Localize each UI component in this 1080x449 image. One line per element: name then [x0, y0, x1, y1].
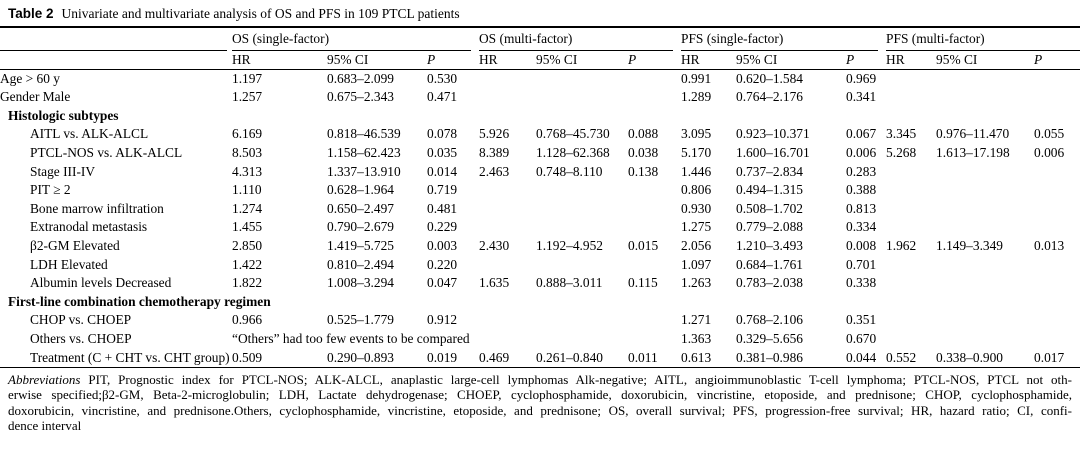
label-subheader: [0, 51, 232, 70]
p-cell: 0.471: [427, 89, 458, 105]
hr-cell: 0.469: [479, 349, 536, 368]
p-cell: [427, 107, 479, 126]
ci-cell: 0.628–1.964: [327, 182, 394, 198]
ci-cell: 0.783–2.038: [736, 275, 803, 291]
hr-cell: 1.271: [681, 312, 712, 328]
row-label: PTCL-NOS vs. ALK-ALCL: [30, 144, 183, 160]
ci-cell: [536, 218, 628, 237]
p-cell: 0.138: [628, 163, 659, 179]
ci-cell: 0.338–0.900: [936, 349, 1034, 368]
ci-cell: [327, 293, 427, 312]
p-cell: [628, 181, 681, 200]
hr-cell: [886, 88, 936, 107]
ci-cell: [936, 311, 1034, 330]
p-cell: [628, 330, 681, 349]
table-caption: [0, 0, 1080, 26]
ci-cell: [536, 107, 628, 126]
os-single-hr-header: HR: [232, 51, 327, 70]
label-column-header: [0, 27, 232, 51]
footnote-line-2: erwise specified;β2-GM, Beta-2-microglobulin; LDH, Lactate dehydrogenase; CHOEP, cyclophosphamide, doxorubicin, vincristine, etoposide, and prednisone; CHOP, cyclophosphamide,: [8, 387, 1072, 403]
hr-cell: 2.850: [232, 237, 263, 253]
p-cell: [628, 200, 681, 219]
p-cell: 0.719: [427, 182, 458, 198]
ci-cell: 0.381–0.986: [736, 349, 846, 368]
hr-cell: 5.268: [886, 144, 917, 160]
ci-cell: [936, 293, 1034, 312]
hr-cell: 0.991: [681, 70, 712, 86]
table-row: [0, 69, 1080, 88]
ci-cell: [736, 107, 846, 126]
hr-cell: 2.056: [681, 237, 712, 253]
ci-cell: 0.818–46.539: [327, 126, 401, 142]
hr-cell: [479, 200, 536, 219]
p-cell: [846, 107, 886, 126]
ci-cell: [536, 88, 628, 107]
hr-cell: 0.613: [681, 349, 736, 368]
p-cell: 0.220: [427, 256, 458, 272]
ci-cell: [936, 256, 1034, 275]
ci-cell: 1.192–4.952: [536, 237, 603, 253]
ci-cell: 1.600–16.701: [736, 144, 810, 160]
p-cell: 0.813: [846, 200, 877, 216]
p-cell: [628, 256, 681, 275]
ci-cell: [936, 200, 1034, 219]
ci-cell: [936, 88, 1034, 107]
ci-cell: 0.888–3.011: [536, 275, 603, 291]
p-cell: [1034, 69, 1080, 88]
table-row: [0, 330, 1080, 349]
p-cell: 0.013: [1034, 237, 1065, 253]
group-header-os-single: [232, 27, 479, 51]
row-label: Extranodal metastasis: [30, 219, 148, 235]
table-header: [0, 27, 1080, 69]
footnote-line-4: dence interval: [8, 417, 82, 433]
ci-cell: [536, 330, 628, 349]
p-cell: 0.701: [846, 256, 877, 272]
row-label: Others vs. CHOEP: [30, 330, 132, 346]
p-cell: [1034, 330, 1080, 349]
hr-cell: 1.822: [232, 275, 263, 291]
p-cell: 0.006: [846, 144, 877, 160]
hr-cell: 2.430: [479, 237, 510, 253]
group-header-os-multi: [479, 27, 681, 51]
ci-cell: 1.337–13.910: [327, 163, 401, 179]
group-header-pfs-multi: [886, 27, 1080, 51]
ci-cell: 0.508–1.702: [736, 200, 803, 216]
footnote-abbreviations-label: Abbreviations: [8, 372, 81, 388]
ci-cell: [936, 163, 1034, 182]
hr-cell: 1.110: [232, 182, 262, 198]
hr-cell: 3.095: [681, 126, 712, 142]
row-label: β2-GM Elevated: [30, 237, 120, 253]
ci-cell: 1.210–3.493: [736, 237, 803, 253]
ci-cell: 0.810–2.494: [327, 256, 394, 272]
hr-cell: [886, 200, 936, 219]
ci-cell: 0.923–10.371: [736, 126, 810, 142]
hr-cell: [886, 107, 936, 126]
table-body: [0, 69, 1080, 368]
p-cell: 0.338: [846, 275, 877, 291]
os-multi-ci-header: 95% CI: [536, 51, 628, 70]
ci-cell: 0.790–2.679: [327, 219, 394, 235]
hr-cell: [886, 256, 936, 275]
row-label: Bone marrow infiltration: [30, 200, 164, 216]
hr-cell: 8.503: [232, 144, 263, 160]
hr-cell: 1.197: [232, 70, 263, 86]
table-row: [0, 274, 1080, 293]
row-label: LDH Elevated: [30, 256, 108, 272]
p-cell: 0.670: [846, 330, 877, 346]
ci-cell: [936, 107, 1034, 126]
ci-cell: 1.008–3.294: [327, 275, 394, 291]
ci-cell: 0.525–1.779: [327, 312, 394, 328]
p-cell: 0.912: [427, 312, 458, 328]
p-cell: [1034, 256, 1080, 275]
footnote-line-1-text: PIT, Prognostic index for PTCL-NOS; ALK-ALCL, anaplastic large-cell lymphomas Alk-negative; AITL, angioimmunoblastic T-cell lymphoma; PTCL-NOS, PTCL not oth-: [80, 372, 1072, 388]
ci-cell: 0.683–2.099: [327, 70, 394, 86]
table-row: [0, 163, 1080, 182]
hr-cell: 1.422: [232, 256, 263, 272]
hr-cell: [479, 293, 536, 312]
p-cell: 0.530: [427, 70, 458, 86]
hr-cell: 1.097: [681, 256, 712, 272]
p-cell: 0.014: [427, 163, 458, 179]
ci-cell: 0.737–2.834: [736, 163, 803, 179]
hr-cell: [479, 311, 536, 330]
hr-cell: 4.313: [232, 163, 263, 179]
table-row: [0, 349, 1080, 368]
ci-cell: 0.779–2.088: [736, 219, 803, 235]
p-cell: 0.388: [846, 182, 877, 198]
p-cell: 0.019: [427, 349, 479, 368]
hr-cell: [886, 274, 936, 293]
footnote-line-1: [8, 372, 1072, 387]
row-label: Albumin levels Decreased: [30, 275, 172, 291]
hr-cell: [479, 107, 536, 126]
table-row: [0, 181, 1080, 200]
hr-cell: 1.962: [886, 237, 917, 253]
table-row: [0, 256, 1080, 275]
group-header-pfs-single: [681, 27, 886, 51]
ci-cell: [536, 293, 628, 312]
table-row: [0, 144, 1080, 163]
ci-cell: 1.419–5.725: [327, 237, 394, 253]
ci-cell: [936, 181, 1034, 200]
hr-cell: [479, 69, 536, 88]
hr-cell: 2.463: [479, 163, 510, 179]
group-header-row: [0, 27, 1080, 51]
p-cell: [1034, 181, 1080, 200]
ci-cell: 0.650–2.497: [327, 200, 394, 216]
pfs-single-ci-header: 95% CI: [736, 51, 846, 70]
ci-cell: 0.494–1.315: [736, 182, 803, 198]
table-caption-text: Univariate and multivariate analysis of OS and PFS in 109 PTCL patients: [61, 6, 460, 21]
hr-cell: [886, 69, 936, 88]
ci-cell: [936, 218, 1034, 237]
hr-cell: [479, 256, 536, 275]
p-cell: 0.017: [1034, 349, 1080, 368]
p-cell: [1034, 163, 1080, 182]
row-label: Stage III-IV: [30, 163, 96, 179]
table-row: [0, 293, 1080, 312]
p-cell: 0.481: [427, 200, 458, 216]
p-cell: 0.055: [1034, 126, 1065, 142]
p-cell: 0.351: [846, 312, 877, 328]
hr-cell: 0.966: [232, 312, 263, 328]
p-cell: 0.003: [427, 237, 458, 253]
ci-cell: 0.748–8.110: [536, 163, 603, 179]
hr-cell: 1.635: [479, 275, 510, 291]
hr-cell: 3.345: [886, 126, 917, 142]
hr-cell: 1.363: [681, 330, 712, 346]
p-cell: [628, 69, 681, 88]
table-footnote: [0, 368, 1080, 433]
p-cell: [1034, 311, 1080, 330]
row-label: CHOP vs. CHOEP: [30, 312, 132, 328]
ci-cell: 0.620–1.584: [736, 70, 803, 86]
ci-cell: 0.675–2.343: [327, 89, 394, 105]
ci-cell: 1.613–17.198: [936, 144, 1010, 160]
row-label: AITL vs. ALK-ALCL: [30, 126, 149, 142]
ci-cell: 1.128–62.368: [536, 144, 610, 160]
p-cell: [1034, 293, 1080, 312]
group-header-os-multi-label: OS (multi-factor): [479, 30, 673, 51]
hr-cell: 0.552: [886, 349, 936, 368]
p-cell: 0.078: [427, 126, 458, 142]
hr-cell: 1.275: [681, 219, 712, 235]
hr-cell: 1.257: [232, 89, 263, 105]
hr-cell: 0.509: [232, 349, 327, 368]
row-label: PIT ≥ 2: [30, 182, 71, 198]
p-cell: 0.088: [628, 126, 659, 142]
row-label: Treatment (C + CHT vs. CHT group): [0, 349, 232, 368]
hr-cell: [886, 311, 936, 330]
p-cell: [628, 293, 681, 312]
ci-cell: 0.684–1.761: [736, 256, 803, 272]
p-cell: 0.044: [846, 349, 886, 368]
hr-cell: [886, 293, 936, 312]
table-row: [0, 107, 1080, 126]
group-header-pfs-multi-label: PFS (multi-factor): [886, 30, 1080, 51]
ci-cell: [736, 293, 846, 312]
group-header-os-single-label: OS (single-factor): [232, 30, 471, 51]
row-label: Gender Male: [0, 89, 71, 105]
results-table: [0, 26, 1080, 368]
os-multi-p-header: P: [628, 51, 681, 70]
hr-cell: [886, 330, 936, 349]
ci-cell: [536, 181, 628, 200]
p-cell: 0.008: [846, 237, 877, 253]
p-cell: 0.115: [628, 275, 658, 291]
p-cell: 0.035: [427, 144, 458, 160]
p-cell: [1034, 218, 1080, 237]
os-single-ci-header: 95% CI: [327, 51, 427, 70]
p-cell: [628, 107, 681, 126]
ci-cell: 0.261–0.840: [536, 349, 628, 368]
hr-cell: [886, 163, 936, 182]
note-cell: “Others” had too few events to be compared: [232, 330, 470, 346]
p-cell: 0.015: [628, 237, 659, 253]
table-row: [0, 218, 1080, 237]
os-single-p-header: P: [427, 51, 479, 70]
ci-cell: 0.768–45.730: [536, 126, 610, 142]
p-cell: 0.067: [846, 126, 877, 142]
ci-cell: 0.329–5.656: [736, 330, 803, 346]
p-cell: 0.006: [1034, 144, 1065, 160]
ci-cell: [536, 69, 628, 88]
hr-cell: [479, 181, 536, 200]
ci-cell: [936, 274, 1034, 293]
row-label: First-line combination chemotherapy regimen: [8, 293, 271, 309]
p-cell: 0.038: [628, 144, 659, 160]
ci-cell: 0.768–2.106: [736, 312, 803, 328]
p-cell: 0.341: [846, 89, 877, 105]
table-row: [0, 237, 1080, 256]
hr-cell: [886, 218, 936, 237]
hr-cell: [479, 330, 536, 349]
p-cell: 0.334: [846, 219, 877, 235]
p-cell: [1034, 200, 1080, 219]
ci-cell: [327, 107, 427, 126]
p-cell: [1034, 107, 1080, 126]
table-caption-label: Table 2: [8, 6, 54, 21]
hr-cell: 1.455: [232, 219, 263, 235]
p-cell: [1034, 88, 1080, 107]
table-row: [0, 125, 1080, 144]
hr-cell: 6.169: [232, 126, 263, 142]
ci-cell: 1.149–3.349: [936, 237, 1003, 253]
p-cell: 0.229: [427, 219, 458, 235]
hr-cell: 1.274: [232, 200, 263, 216]
p-cell: [628, 311, 681, 330]
group-header-pfs-single-label: PFS (single-factor): [681, 30, 878, 51]
ci-cell: [536, 256, 628, 275]
table-row: [0, 311, 1080, 330]
p-cell: 0.047: [427, 275, 458, 291]
p-cell: [1034, 274, 1080, 293]
hr-cell: 8.389: [479, 144, 510, 160]
p-cell: 0.969: [846, 70, 877, 86]
hr-cell: [232, 107, 327, 126]
hr-cell: 1.263: [681, 275, 712, 291]
p-cell: [846, 293, 886, 312]
row-label: Histologic subtypes: [8, 107, 119, 123]
pfs-multi-p-header: P: [1034, 51, 1080, 70]
hr-cell: [886, 181, 936, 200]
hr-cell: 5.170: [681, 144, 712, 160]
ci-cell: 1.158–62.423: [327, 144, 401, 160]
hr-cell: [681, 107, 736, 126]
ci-cell: 0.290–0.893: [327, 349, 427, 368]
hr-cell: 5.926: [479, 126, 510, 142]
hr-cell: [479, 218, 536, 237]
os-multi-hr-header: HR: [479, 51, 536, 70]
pfs-single-p-header: P: [846, 51, 886, 70]
hr-cell: 0.930: [681, 200, 712, 216]
ci-cell: [536, 200, 628, 219]
hr-cell: 1.446: [681, 163, 712, 179]
p-cell: 0.283: [846, 163, 877, 179]
pfs-multi-hr-header: HR: [886, 51, 936, 70]
ci-cell: 0.976–11.470: [936, 126, 1010, 142]
p-cell: [427, 293, 479, 312]
table-row: [0, 200, 1080, 219]
p-cell: [628, 88, 681, 107]
hr-cell: [681, 293, 736, 312]
footnote-line-3: doxorubicin, vincristine, and prednisone.Others, cyclophosphamide, vincristine, etoposide, and prednisone; OS, overall survival; PFS, progression-free survival; HR, hazard ratio; CI, confi-: [8, 402, 1072, 418]
pfs-multi-ci-header: 95% CI: [936, 51, 1034, 70]
pfs-single-hr-header: HR: [681, 51, 736, 70]
hr-cell: [479, 88, 536, 107]
ci-cell: [936, 69, 1034, 88]
table-row: [0, 88, 1080, 107]
p-cell: [628, 218, 681, 237]
ci-cell: [936, 330, 1034, 349]
p-cell: 0.011: [628, 349, 681, 368]
ci-cell: 0.764–2.176: [736, 89, 803, 105]
row-label: Age > 60 y: [0, 70, 60, 86]
sub-header-row: [0, 51, 1080, 70]
ci-cell: [536, 311, 628, 330]
hr-cell: 0.806: [681, 182, 712, 198]
hr-cell: 1.289: [681, 89, 712, 105]
